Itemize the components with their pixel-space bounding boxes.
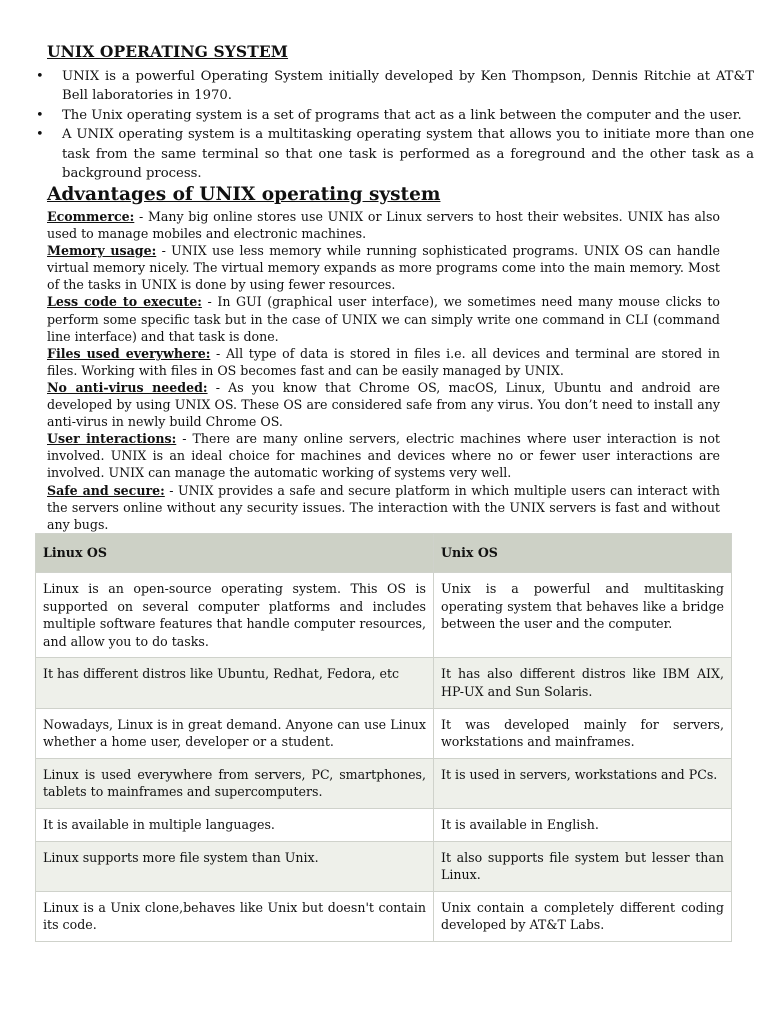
intro-bullet-list xyxy=(34,67,754,183)
table-row xyxy=(36,573,732,658)
table-row xyxy=(36,808,732,841)
bullet-icon: • xyxy=(36,69,44,84)
advantage-term: Ecommerce: xyxy=(47,209,135,224)
table-cell: It has also different distros like IBM AIX, HP-UX and Sun Solaris. xyxy=(434,658,732,708)
page-title: UNIX OPERATING SYSTEM xyxy=(47,42,289,61)
comparison-table xyxy=(35,533,732,942)
table-row xyxy=(36,841,732,891)
bullet-icon: • xyxy=(36,107,44,123)
table-cell: Linux supports more file system than Unix. xyxy=(36,841,434,891)
advantage-text: - UNIX provides a safe and secure platform in which multiple users can interact with the servers online without any security issues. The interaction with the UNIX servers is fast and without any bugs. xyxy=(47,482,720,532)
advantages-list xyxy=(47,208,720,533)
intro-bullet xyxy=(36,106,754,125)
advantage-term: Safe and secure: xyxy=(47,482,165,498)
bullet-text: The Unix operating system is a set of programs that act as a link between the computer and the user. xyxy=(62,107,742,123)
table-row xyxy=(36,708,732,758)
advantage-term: No anti-virus needed: xyxy=(47,379,208,395)
advantage-term: User interactions: xyxy=(47,431,177,447)
advantage-text: - All type of data is stored in files i.e. all devices and terminal are stored in files. Working with files in OS becomes fast and can be easily managed by UNIX. xyxy=(47,345,720,378)
table-cell: It is available in English. xyxy=(434,808,732,841)
advantage-text: - There are many online servers, electric machines where user interaction is not involved. UNIX is an ideal choice for machines and devices where no or fewer user interactions are involved. UNIX can manage the automatic working of systems very well. xyxy=(47,431,720,481)
bullet-text: UNIX is a powerful Operating System initially developed by Ken Thompson, Dennis Ritchie at AT&T Bell laboratories in 1970. xyxy=(62,69,754,104)
advantage-term: Files used everywhere: xyxy=(47,345,211,361)
table-cell: Linux is used everywhere from servers, PC, smartphones, tablets to mainframes and supercomputers. xyxy=(36,758,434,808)
table-row xyxy=(36,758,732,808)
column-header-linux: Linux OS xyxy=(36,534,434,573)
advantage-item xyxy=(47,482,720,533)
advantage-term: Less code to execute: xyxy=(47,294,202,310)
table-cell: It is used in servers, workstations and PCs. xyxy=(434,758,732,808)
table-header-row xyxy=(36,534,732,573)
table-cell: Unix is a powerful and multitasking operating system that behaves like a bridge between the user and the computer. xyxy=(434,573,732,658)
advantage-item xyxy=(47,379,720,430)
intro-bullet xyxy=(36,67,754,106)
table-cell: It was developed mainly for servers, workstations and mainframes. xyxy=(434,708,732,758)
table-cell: Nowadays, Linux is in great demand. Anyone can use Linux whether a home user, developer or a student. xyxy=(36,708,434,758)
advantage-text: - UNIX use less memory while running sophisticated programs. UNIX OS can handle virtual memory nicely. The virtual memory expands as more programs come into the main memory. Most of the tasks in UNIX is done by using fewer resources. xyxy=(47,243,720,293)
table-cell: Unix contain a completely different coding developed by AT&T Labs. xyxy=(434,891,732,941)
advantage-text: - As you know that Chrome OS, macOS, Linux, Ubuntu and android are developed by using UNIX OS. These OS are considered safe from any virus. You don’t need to install any anti-virus in newly build Chrome OS. xyxy=(47,379,721,430)
bullet-text: A UNIX operating system is a multitasking operating system that allows you to initiate more than one task from the same terminal so that one task is performed as a foreground and the other task as a background process. xyxy=(62,127,754,182)
table-row xyxy=(36,658,732,708)
advantage-item xyxy=(47,208,720,242)
table-cell: Linux is an open-source operating system. This OS is supported on several computer platforms and includes multiple software features that handle computer resources, and allow you to do tasks. xyxy=(36,573,434,658)
table-cell: It also supports file system but lesser than Linux. xyxy=(434,841,732,891)
advantage-item xyxy=(47,345,720,379)
advantage-item xyxy=(47,242,720,293)
advantages-heading: Advantages of UNIX operating system xyxy=(47,184,441,205)
advantage-text: - Many big online stores use UNIX or Linux servers to host their websites. UNIX has also used to manage mobiles and electronic machines. xyxy=(47,209,720,242)
advantage-term: Memory usage: xyxy=(47,243,157,259)
table-cell: It is available in multiple languages. xyxy=(36,808,434,841)
table-cell: Linux is a Unix clone,behaves like Unix but doesn't contain its code. xyxy=(36,891,434,941)
advantage-item xyxy=(47,293,720,344)
intro-bullet xyxy=(36,125,754,183)
advantage-text: - In GUI (graphical user interface), we sometimes need many mouse clicks to perform some specific task but in the case of UNIX we can simply write one command in CLI (command line interface) and that task is done. xyxy=(47,294,720,344)
table-row xyxy=(36,891,732,941)
column-header-unix: Unix OS xyxy=(434,534,732,573)
table-cell: It has different distros like Ubuntu, Redhat, Fedora, etc xyxy=(36,658,434,708)
advantage-item xyxy=(47,430,720,481)
bullet-icon: • xyxy=(36,127,44,143)
